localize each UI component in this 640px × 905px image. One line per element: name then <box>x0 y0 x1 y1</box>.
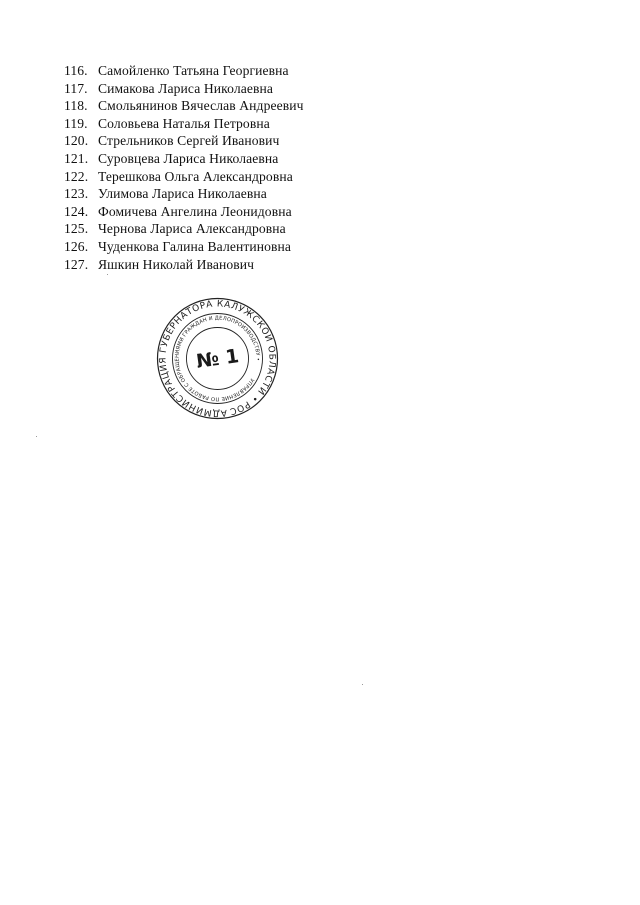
list-item <box>64 150 304 168</box>
list-item-number: 119. <box>64 115 88 131</box>
list-item-name: Чуденкова Галина Валентиновна <box>98 238 292 254</box>
list-item-number: 116. <box>64 63 88 78</box>
list-item <box>64 238 304 256</box>
name-list <box>64 62 304 273</box>
list-item-number: 122. <box>64 168 89 184</box>
list-item <box>64 115 304 133</box>
list-item <box>64 168 304 186</box>
list-item-number: 117. <box>64 80 88 96</box>
list-item <box>64 256 304 274</box>
list-item-number: 120. <box>64 133 89 149</box>
list-item-number: 125. <box>64 221 89 237</box>
list-item-name: Стрельников Сергей Иванович <box>98 133 280 149</box>
list-item-name: Симакова Лариса Николаевна <box>98 80 274 96</box>
list-item-number: 118. <box>64 98 88 114</box>
scan-speck <box>36 436 37 437</box>
list-item <box>64 185 304 203</box>
list-item-number: 123. <box>64 186 89 202</box>
list-item <box>64 132 304 150</box>
seal-number: № 1 <box>194 345 241 373</box>
list-item-name: Смольянинов Вячеслав Андреевич <box>98 98 304 114</box>
list-item-number: 124. <box>64 203 89 219</box>
list-item-name: Терешкова Ольга Александровна <box>98 168 293 184</box>
list-item-number: 127. <box>64 256 89 272</box>
list-item-name: Чернова Лариса Александровна <box>98 221 286 237</box>
list-item-name: Яшкин Николай Иванович <box>98 256 255 272</box>
list-item <box>64 62 304 80</box>
list-item-name: Соловьева Наталья Петровна <box>98 115 270 131</box>
list-item-name: Улимова Лариса Николаевна <box>98 186 267 202</box>
list-item <box>64 80 304 98</box>
list-item-name: Фомичева Ангелина Леонидовна <box>98 203 292 219</box>
list-item-number: 121. <box>64 150 89 166</box>
list-item <box>64 97 304 115</box>
seal-outer-text: АДМИНИСТРАЦИЯ ГУБЕРНАТОРА КАЛУЖСКОЙ ОБЛАСТИ • РОССИЙСКАЯ <box>158 299 277 418</box>
scan-speck <box>362 684 363 685</box>
seal-inner-text: УПРАВЛЕНИЕ ПО РАБОТЕ С ОБРАЩЕНИЯМИ ГРАЖДАН И ДЕЛОПРОИЗВОДСТВУ • <box>174 315 261 402</box>
official-seal <box>155 296 280 421</box>
list-item-name: Самойленко Татьяна Георгиевна <box>98 63 289 78</box>
list-item-number: 126. <box>64 238 89 254</box>
list-item <box>64 203 304 221</box>
list-item <box>64 220 304 238</box>
list-item-name: Суровцева Лариса Николаевна <box>98 150 279 166</box>
scan-speck <box>107 274 108 275</box>
